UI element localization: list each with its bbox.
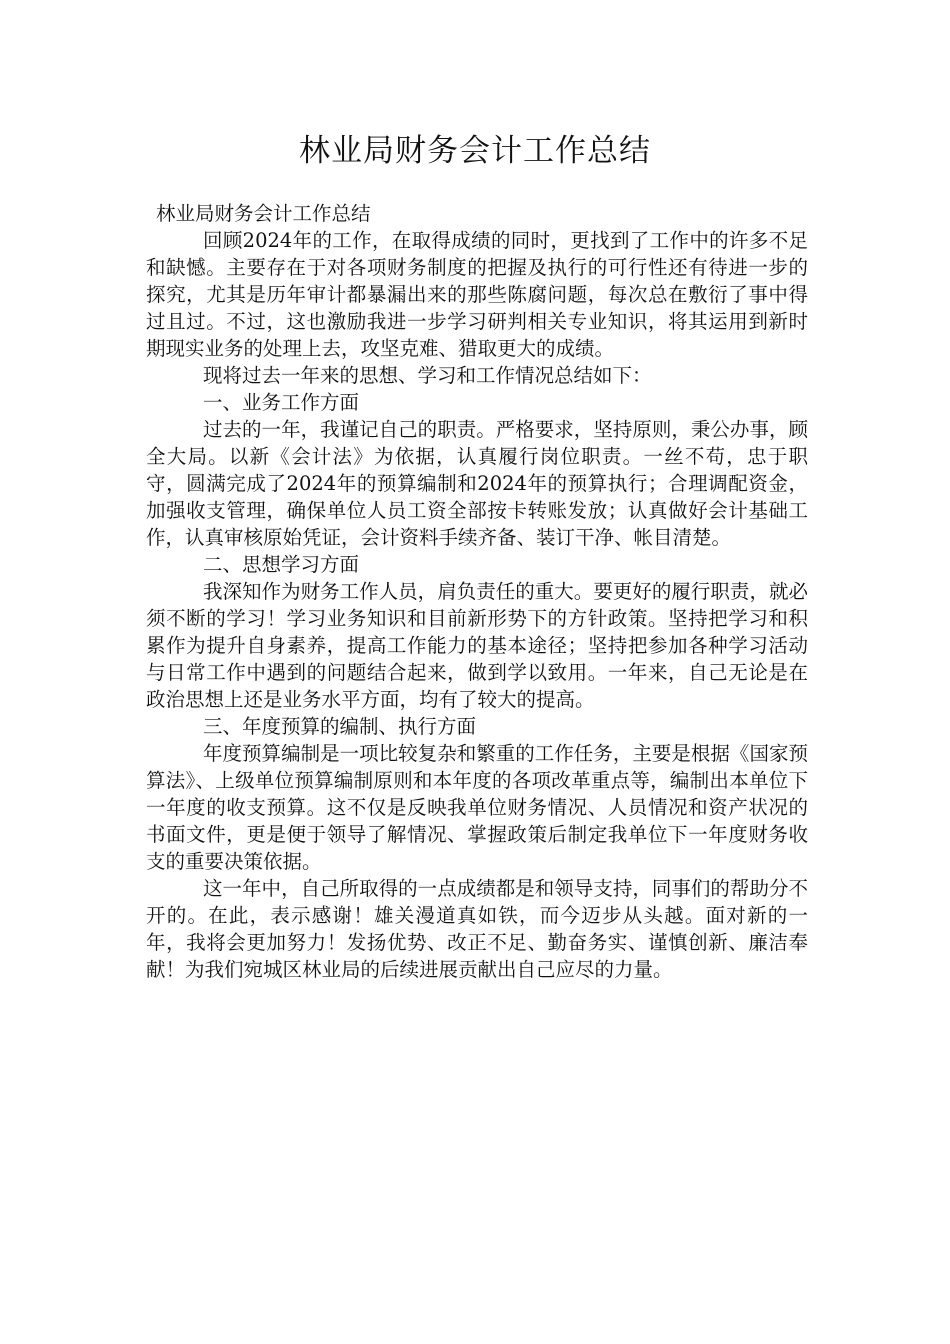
paragraph-business: 过去的一年，我谨记自己的职责。严格要求，坚持原则，秉公办事，顾全大局。以新《会计法》为依据，认真履行岗位职责。一丝不苟，忠于职守，圆满完成了2024年的预算编制和2024年的预算执行；合理调配资金，加强收支管理，确保单位人员工资全部按卡转账发放；认真做好会计基础工作，认真审核原始凭证，会计资料手续齐备、装订干净、帐目清楚。 bbox=[146, 418, 808, 549]
document-body bbox=[146, 200, 808, 983]
section-heading-study: 二、思想学习方面 bbox=[203, 553, 360, 576]
section-heading-budget: 三、年度预算的编制、执行方面 bbox=[203, 715, 477, 738]
document-title: 林业局财务会计工作总结 bbox=[299, 133, 651, 169]
paragraph-study: 我深知作为财务工作人员，肩负责任的重大。要更好的履行职责，就必须不断的学习！学习业务知识和目前新形势下的方针政策。坚持把学习和积累作为提升自身素养，提高工作能力的基本途径；坚持把参加各种学习活动与日常工作中遇到的问题结合起来，做到学以致用。一年来，自己无论是在政治思想上还是业务水平方面，均有了较大的提高。 bbox=[146, 580, 808, 711]
paragraph-summary-lead: 现将过去一年来的思想、学习和工作情况总结如下： bbox=[203, 364, 652, 387]
paragraph-conclusion: 这一年中，自己所取得的一点成绩都是和领导支持，同事们的帮助分不开的。在此，表示感谢！雄关漫道真如铁，而今迈步从头越。面对新的一年，我将会更加努力！发扬优势、改正不足、勤奋务实、谨慎创新、廉洁奉献！为我们宛城区林业局的后续进展贡献出自己应尽的力量。 bbox=[146, 877, 808, 981]
paragraph-intro: 回顾2024年的工作，在取得成绩的同时，更找到了工作中的许多不足和缺憾。主要存在于对各项财务制度的把握及执行的可行性还有待进一步的探究，尤其是历年审计都暴漏出来的那些陈腐问题，每次总在敷衍了事中得过且过。不过，这也激励我进一步学习研判相关专业知识，将其运用到新时期现实业务的处理上去，攻坚克难、猎取更大的成绩。 bbox=[146, 229, 808, 360]
paragraph-budget: 年度预算编制是一项比较复杂和繁重的工作任务，主要是根据《国家预算法》、上级单位预算编制原则和本年度的各项改革重点等，编制出本单位下一年度的收支预算。这不仅是反映我单位财务情况、人员情况和资产状况的书面文件，更是便于领导了解情况、掌握政策后制定我单位下一年度财务收支的重要决策依据。 bbox=[146, 742, 808, 873]
section-heading-business: 一、业务工作方面 bbox=[203, 391, 360, 414]
document-subtitle: 林业局财务会计工作总结 bbox=[156, 202, 371, 225]
